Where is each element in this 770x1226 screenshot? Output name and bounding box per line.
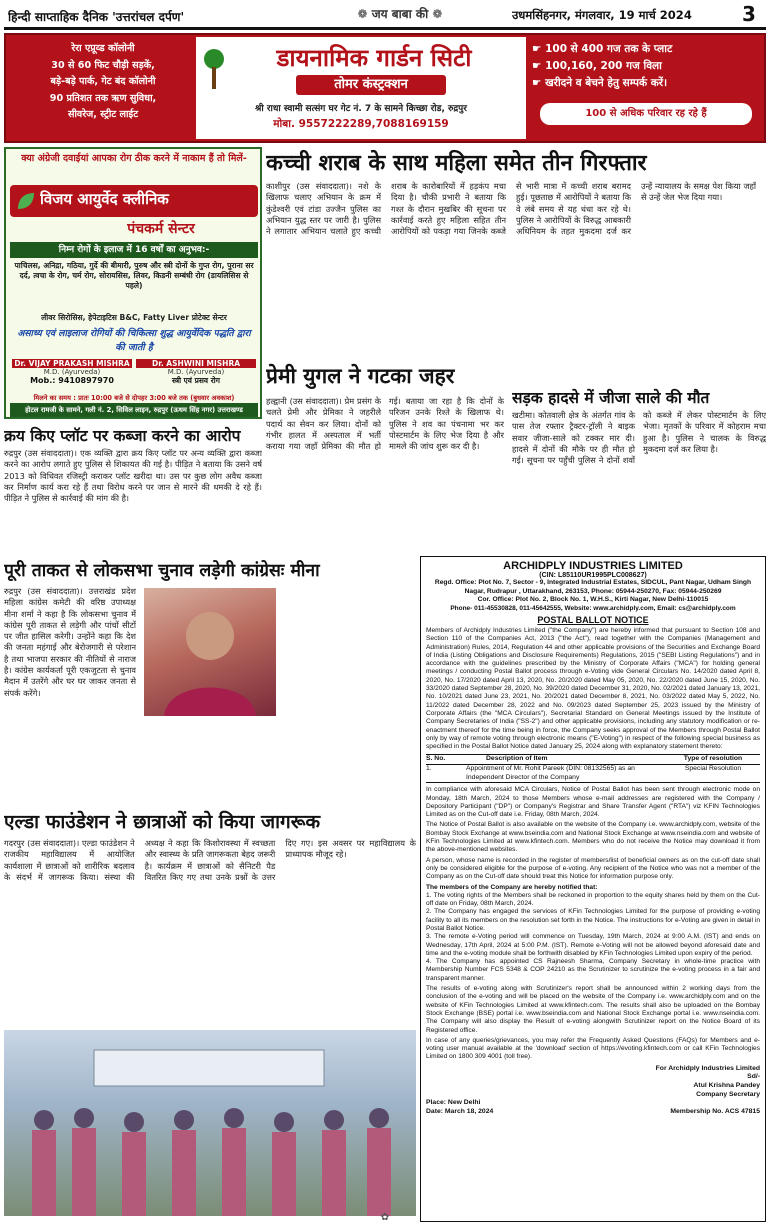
photo-meena-sharma	[144, 588, 276, 716]
notice-para: In compliance with aforesaid MCA Circulars, Notice of Postal Ballot has been sent through electronic mode on Monday, 18th March, 2024 to those Members whose e-mail addresses are registered with the Company / Depository Participant ("DP") or Company's Registrar and Share Transfer Agent ("RTA") viz KFIN Technologies Limited as on the Cut-off date i.e. Friday, 08th March, 2024.	[426, 786, 760, 819]
article-elda	[4, 808, 416, 1220]
ad-vijay-diseases: पाचिलस, अनिद्रा, गठिया, गुर्दे की बीमारी, पुरुष और स्त्री दोनों के गुप्त रोग, पुराना सर दर्द, त्वचा के रोग, चर्म रोग, सोरायसिस, लिवर, किडनी सम्बंधी रोग (डायलिसिस से पहले)	[14, 261, 254, 290]
article-body-cont	[144, 722, 276, 802]
headline: कच्ची शराब के साथ महिला समेत तीन गिरफ्तार	[266, 151, 647, 176]
headline: प्रेमी युगल ने गटका जहर	[266, 364, 455, 388]
page-number: 3	[742, 2, 756, 26]
notice-item: 4. The Company has appointed CS Rajneesh Sharma, Company Secretary in whole-time practice with Membership Number FCS 5348 & COP 24210 as the Scrutinizer to scrutinize the e-voting process in a fair and transparent manner.	[426, 958, 760, 982]
ad-right-line	[532, 41, 760, 58]
notice-item: 1. The voting rights of the Members shall be reckoned in proportion to the equity shares held by them on the Cut-off date on Friday, 08th March, 2024.	[426, 891, 760, 908]
doctor-card-2	[136, 359, 256, 391]
notice-contact: Phone- 011-45530828, 011-45642555, Website: www.archidply.com, Email: cs@archidply.com	[450, 604, 736, 612]
notice-td: Appointment of Mr. Rohit Pareek (DIN: 08132565) as an Independent Director of the Company	[466, 765, 635, 781]
ad-vijay-top: क्या अंग्रेजी दवाईयां आपका रोग ठीक करने में नाकाम हैं तो मिलें-	[21, 153, 247, 164]
ad-vijay-tagline: असाध्य एवं लाइलाज रोगियों की चिकित्सा शुद्ध आयुर्वेदिक पद्धति द्वारा की जाती है	[17, 328, 251, 353]
notice-membership: Membership No. ACS 47815	[670, 1107, 760, 1115]
notice-table-row	[426, 765, 760, 782]
ad-dynamic-garden	[4, 33, 766, 143]
photo-elda-workshop	[4, 1030, 416, 1216]
headline: सड़क हादसे में जीजा साले की मौत	[512, 389, 710, 407]
hand-pointer-icon: ☛	[532, 43, 546, 55]
notice-date: Date: March 18, 2024	[426, 1107, 494, 1115]
ad-left-line: बड़े-बड़े पार्क, गेट बंद कॉलोनी	[50, 76, 156, 87]
masthead-left: हिन्दी साप्ताहिक दैनिक 'उत्तरांचल दर्पण'	[8, 10, 185, 24]
article-plot	[4, 424, 262, 554]
doctor-mobile: Mob.: 9410897970	[30, 376, 114, 385]
notice-title: POSTAL BALLOT NOTICE	[537, 615, 649, 625]
hand-pointer-icon: ☛	[532, 77, 546, 89]
headline: एल्डा फाउंडेशन ने छात्राओं को किया जागरूक	[4, 811, 321, 833]
notice-item: 2. The Company has engaged the services of KFin Technologies Limited for the purpose of providing e-voting facility to all its members on the resolution set forth in the Notice. The instructions for e-Voting are given in detail in Postal Ballot Notice.	[426, 908, 760, 932]
notice-th: Description of Item	[486, 755, 548, 763]
ad-right-text: 100 से 400 गज तक के प्लाट	[545, 43, 673, 55]
ad-right-line	[532, 75, 760, 92]
ad-right-footer: 100 से अधिक परिवार रह रहे हैं	[540, 103, 752, 125]
ad-address: श्री राधा स्वामी सत्संग घर गेट नं. 7 के सामने किच्छा रोड, रुद्रपुर	[255, 104, 467, 114]
ad-left-line: रेरा एप्रूव्ड कॉलोनी	[71, 43, 135, 54]
article-body: खटीमा। कोतवाली क्षेत्र के अंतर्गत गांव के पास तेज रफ्तार ट्रैक्टर-ट्रॉली ने बाइक सवार जीजा-साले को टक्कर मार दी। हादसे में दोनों की मौके पर ही मौत हो गई। सूचना पर पहुँची पुलिस ने दोनों शवों को कब्जे में लेकर पोस्टमार्टम के लिए भेजा। मृतकों के परिवार में कोहराम मचा हुआ है। पुलिस ने चालक के विरुद्ध मुकदमा दर्ज कर लिया है।	[512, 410, 766, 466]
notice-para: The members of the Company are hereby notified that:	[426, 883, 598, 891]
notice-para: In case of any queries/grievances, you may refer the Frequently Asked Questions (FAQs) for Members and e-voting user manual available at the 'download' section of https://evoting.kfintech.com or call KFin Technologies Limited on 1800 309 4001 (toll free).	[426, 1036, 760, 1061]
ad-vijay-extra: लीवर सिरोसिस, हेपेटाइटिस B&C, Fatty Liver प्रोटेक्ट सेन्टर	[41, 313, 227, 322]
ad-vijay-address: होटल रामजी के सामने, गली नं. 2, सिविल लाइन, रुद्रपुर (ऊधम सिंह नगर) उत्तराखण्ड	[10, 403, 258, 417]
notice-cin: (CIN: L85110UR1995PLC008627)	[539, 572, 647, 579]
notice-td: Special Resolution	[684, 765, 742, 773]
headline: पूरी ताकत से लोकसभा चुनाव लड़ेगी कांग्रेसः मीना	[4, 561, 320, 581]
ornament-icon: ❁	[428, 7, 443, 21]
doctor-note: स्त्री एवं प्रसव रोग	[172, 376, 220, 385]
footer-ornament: ✿	[380, 1212, 390, 1223]
notice-para: Members of Archidply Industries Limited ("the Company") are hereby informed that pursuant to Section 108 and Section 110 of the Companies Act, 2013 ("the Act"), read together with the Companies (Management and Administration) Rules, 2014, Regulation 44 and other applicable provisions of the Securities and Exchange Board of India (Listing Obligations and Disclosure Requirements) Regulations, 2015 ("SEBI Listing Regulations") and in accordance with the guidelines prescribed by the Ministry of Corporate Affairs ("MCA") for holding general meetings / conducting Postal Ballot process through e-Voting vide General Circulars No. 14/2020 dated April 8, 2020, No. 17/2020 dated April 13, 2020, No. 20/2020 dated May 05, 2020, No. 22/2020 dated June 15, 2020, No. 33/2020 dated September 28, 2020, No. 39/2020 dated December 31, 2020, No. 02/2021 dated January 13, 2021, No. 10/2021 dated June 23, 2021, No. 20/2021 dated December 8, 2021, No. 03/2022 dated May 5, 2022, No. 11/2022 dated December 28, 2022 and No. 09/2023 dated September 25, 2023 issued by the Ministry of Corporate Affairs (the "MCA Circulars"), Secretarial Standard on General Meetings issued by the Institute of Company Secretaries of India ("SS-2") and other applicable provisions, including any statutory modification or re-enactment thereof for the time being in force, the Company seeks approval of the Members through Postal Ballot only by way of remote voting through electronic means ("E-Voting") in respect of the following special business as specified in the Postal Ballot Notice dated January 25, 2024 along with explanatory statement thereto:	[426, 627, 760, 751]
logo-tree-icon	[202, 47, 226, 91]
notice-company: ARCHIDPLY INDUSTRIES LIMITED	[503, 560, 683, 572]
ad-vijay-sub: पंचकर्म सेन्टर	[127, 221, 195, 237]
masthead-slogan: जय बाबा की	[371, 7, 429, 21]
doctor-degree: M.D. (Ayurveda)	[167, 368, 225, 376]
notice-regd: Regd. Office: Plot No. 7, Sector - 9, Integrated Industrial Estates, SIDCUL, Pant Nagar, Udham Singh Nagar, Rudrapur , Uttarakhand, 263153, Phone: 05944-250270, Fax: 05944-250269	[434, 579, 752, 595]
ad-phone: मोबा. 9557222289,7088169159	[273, 118, 449, 130]
notice-sign	[426, 1065, 760, 1099]
notice-place: Place: New Delhi	[426, 1099, 481, 1107]
ad-left-line: 30 से 60 फिट चौड़ी सड़कें,	[51, 59, 155, 71]
article-body: काशीपुर (उस संवाददाता)। नशे के खिलाफ चलाए अभियान के क्रम में कुंडेश्वरी एवं टांडा उज्जैन पुलिस का अभियान युद्ध स्तर पर जारी है। पुलिस ने लगातार अभियान चलाते हुए कच्ची शराब के कारोबारियों में हड़कंप मचा दिया है। चौकी प्रभारी ने बताया कि गश्त के दौरान मुखबिर की सूचना पर कार्रवाई करते हुए महिला सहित तीन आरोपियों को पकड़ा गया जिनके कब्जे से भारी मात्रा में कच्ची शराब बरामद हुई। पूछताछ में आरोपियों ने बताया कि वे लंबे समय से यह धंधा कर रहे थे। पुलिस ने आरोपियों के विरुद्ध आबकारी अधिनियम के तहत मुकदमा दर्ज कर उन्हें न्यायालय के समक्ष पेश किया जहाँ से उन्हें जेल भेज दिया गया।	[266, 181, 756, 237]
ad-vijay-band: निम्न रोगों के इलाज में 16 वर्षों का अनुभव:-	[10, 242, 258, 258]
masthead-center	[300, 5, 500, 27]
notice-table	[426, 754, 760, 783]
ad-right-text: 100,160, 200 गज विला	[545, 60, 662, 72]
ad-vijay-timing: मिलने का समय : प्रातः 10:00 बजे से दोपहर 3:00 बजे तक (बुधवार अवकाश)	[33, 394, 235, 402]
postal-ballot-notice	[420, 556, 766, 1222]
headline: क्रय किए प्लॉट पर कब्जा करने का आरोप	[4, 427, 241, 445]
ad-center-box	[196, 37, 526, 139]
notice-sign-name: Atul Krishna Pandey	[693, 1081, 760, 1089]
notice-td: 1.	[426, 765, 432, 773]
leaf-icon	[14, 189, 38, 213]
masthead-rule	[4, 27, 766, 30]
notice-para: A person, whose name is recorded in the register of members/list of beneficial owners as on the cut-off date shall only be considered eligible for the purpose of e-voting. Any recipient of the Notice who was not a member of the Company as on the Cut-off date should treat this Notice for information purpose only.	[426, 856, 760, 881]
doctor-card-1	[12, 359, 132, 391]
article-body-right	[284, 586, 416, 802]
notice-corp: Cor. Office: Plot No. 2, Block No. 1, W.H.S., Kirti Nagar, New Delhi-110015	[477, 596, 709, 603]
notice-th: Type of resolution	[683, 755, 743, 763]
article-lovers	[266, 362, 506, 552]
notice-item: 3. The remote e-Voting period will commence on Tuesday, 19th March, 2024 at 9:00 A.M. (IST) and ends on Wednesday, 17th April, 2024 at 5:00 P.M. (IST). Remote e-Voting will not be allowed beyond aforesaid date and time and the e-voting module shall be forthwith disabled by KFin Technologies Limited upon expiry of the period.	[426, 933, 760, 957]
notice-para: The Notice of Postal Ballot is also available on the website of the Company i.e. www.archidply.com, website of the Bombay Stock Exchange at www.bseindia.com and National Stock Exchange at www.nseindia.com and website of KFin Technologies Limited at www.kfintech.com. Members who do not receive the Notice may download it from the above-mentioned websites.	[426, 821, 760, 854]
masthead-date: उधमसिंहनगर, मंगलवार, 19 मार्च 2024	[512, 8, 692, 22]
ad-vijay-title: विजय आयुर्वेद क्लीनिक	[40, 190, 169, 208]
doctor-degree: M.D. (Ayurveda)	[43, 368, 101, 376]
article-congress	[4, 558, 416, 802]
ad-left-box	[14, 41, 192, 137]
notice-sign-for: For Archidply Industries Limited	[655, 1064, 760, 1072]
article-accident	[512, 386, 766, 554]
ad-right-text: खरीदने व बेचने हेतु सम्पर्क करें।	[545, 77, 668, 89]
article-body: रुद्रपुर (उस संवाददाता)। उत्तराखंड प्रदेश महिला कांग्रेस कमेटी की वरिष्ठ उपाध्यक्ष मीना शर्मा ने कहा है कि लोकसभा चुनाव में कांग्रेस पूरी ताकत से लड़ेगी और पांचों सीटों पर जीत हासिल करेगी। उन्होंने कहा कि देश की जनता महंगाई और बेरोजगारी से परेशान है तथा भाजपा सरकार की नीतियों से नाराज है। कांग्रेस कार्यकर्ता पूरी एकजुटता से चुनाव मैदान में उतरेंगे और घर घर जाकर जनता से संपर्क करेंगे।	[4, 586, 136, 698]
article-body: गदरपुर (उस संवाददाता)। एल्डा फाउंडेशन ने राजकीय महाविद्यालय में आयोजित कार्यशाला में छात्राओं को शारीरिक बदलाव के संदर्भ में जागरूक किया। संस्था की अध्यक्ष ने कहा कि किशोरावस्था में स्वच्छता और स्वास्थ्य के प्रति जागरूकता बेहद जरूरी है। कार्यक्रम में छात्राओं को सैनिटरी पैड वितरित किए गए तथा उनके प्रश्नों के उत्तर दिए गए। इस अवसर पर महाविद्यालय के प्राध्यापक मौजूद रहे।	[4, 838, 416, 882]
hand-pointer-icon: ☛	[532, 60, 546, 72]
notice-th: S. No.	[426, 755, 446, 763]
article-body: रुद्रपुर (उस संवाददाता)। एक व्यक्ति द्वारा क्रय किए प्लॉट पर अन्य व्यक्ति द्वारा कब्जा करने का आरोप लगाते हुए पुलिस से शिकायत की गई है। पीड़ित ने बताया कि उसने वर्ष 2013 को विधिवत रजिस्ट्री कराकर प्लॉट खरीदा था। उस पर कुछ लोग अवैध कब्जा कर निर्माण कार्य करा रहे हैं तथा विरोध करने पर जान से मारने की धमकी दे रहे हैं। पीड़ित ने पुलिस से कार्रवाई की मांग की है।	[4, 448, 262, 504]
doctor-name: Dr. VIJAY PRAKASH MISHRA	[12, 359, 132, 368]
doctor-name: Dr. ASHWINI MISHRA	[136, 359, 256, 368]
ornament-icon: ❁	[357, 7, 372, 21]
ad-title: डायनामिक गार्डन सिटी	[276, 44, 472, 72]
article-body: हल्द्वानी (उस संवाददाता)। प्रेम प्रसंग के चलते प्रेमी और प्रेमिका ने जहरीले पदार्थ का सेवन कर लिया। दोनों को गंभीर हालत में अस्पताल में भर्ती कराया गया जहाँ प्रेमिका की मौत हो गई। बताया जा रहा है कि दोनों के परिजन उनके रिश्ते के खिलाफ थे। पुलिस ने शव का पंचनामा भर कर पोस्टमार्टम के लिए भेज दिया है और मामले की जांच शुरू कर दी है।	[266, 396, 504, 452]
ad-vijay-clinic	[4, 147, 262, 419]
ad-right-line	[532, 58, 760, 75]
ad-left-line: 90 प्रतिशत तक ऋण सुविधा,	[49, 92, 157, 104]
notice-sign-title: Company Secretary	[696, 1090, 760, 1098]
ad-subtitle: तोमर कंस्ट्रक्शन	[296, 75, 446, 95]
notice-para: The results of e-voting along with Scrutinizer's report shall be announced within 2 working days from the conclusion of the e-voting and will be placed on the website of the Company i.e. www.archidply.com and on the website of KFin Technologies Limited at www.kfintech.com. The results shall also be uploaded on the Bombay Stock Exchange (BSE) portal i.e. www.bseindia.com and National Stock Exchange portal i.e. www.nseindia.com. The Company will also display the Result of e-voting alongwith Scrutinizer report on the Notice Board of its Registered office.	[426, 985, 760, 1034]
notice-sign-sd: Sd/-	[747, 1073, 760, 1081]
notice-table-header	[426, 755, 760, 765]
notice-footer	[426, 1099, 760, 1116]
ad-right-box	[532, 41, 760, 137]
ad-vijay-titlebar	[10, 185, 258, 217]
article-liquor	[266, 147, 766, 357]
ad-left-line: सीवरेज, स्ट्रीट लाईट	[67, 109, 139, 120]
